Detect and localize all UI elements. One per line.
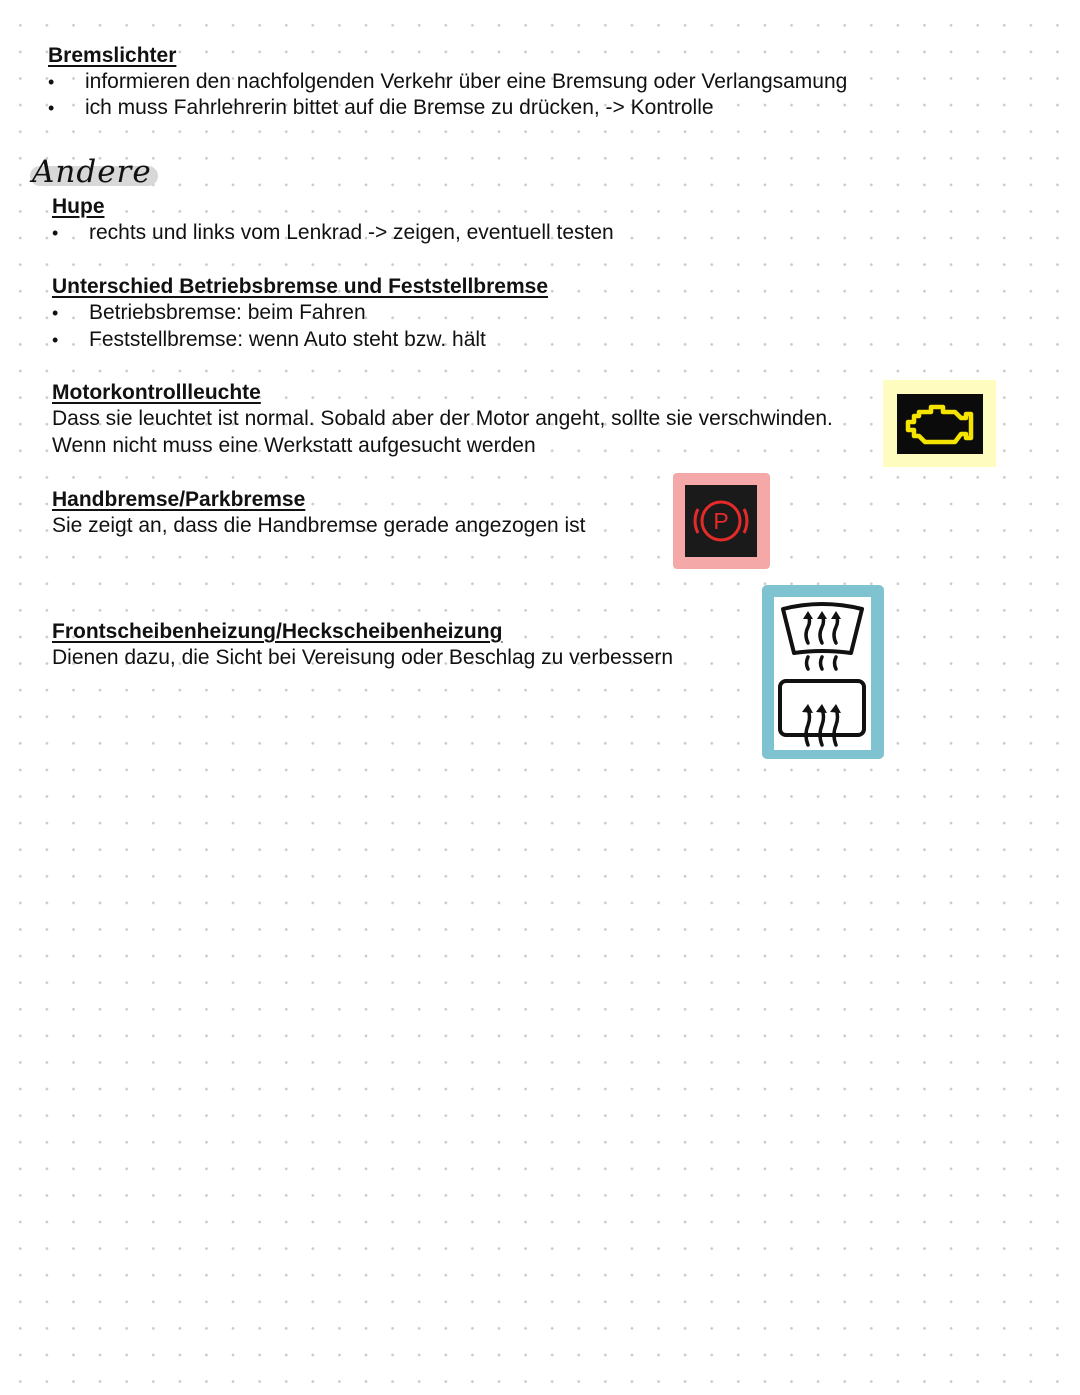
bremsen-bullet-1: Betriebsbremse: beim Fahren — [89, 301, 366, 324]
bremslichter-bullet-1: informieren den nachfolgenden Verkehr über eine Bremsung oder Verlangsamung — [85, 70, 848, 93]
bullet-dot: • — [52, 223, 59, 243]
engine-warning-icon — [883, 380, 996, 467]
rear-defroster-icon — [774, 673, 871, 749]
hupe-bullet-1: rechts und links vom Lenkrad -> zeigen, eventuell testen — [89, 221, 614, 244]
bremslichter-bullet-2: ich muss Fahrlehrerin bittet auf die Bremse zu drücken, -> Kontrolle — [85, 96, 714, 119]
defroster-icons — [762, 585, 884, 759]
parking-brake-icon — [673, 473, 770, 569]
motorkontroll-heading: Motorkontrollleuchte — [52, 381, 261, 404]
hupe-heading: Hupe — [52, 195, 105, 218]
bremslichter-heading: Bremslichter — [48, 44, 177, 67]
motorkontroll-line-2: Wenn nicht muss eine Werkstatt aufgesucht werden — [52, 434, 536, 457]
scheibenheizung-line-1: Dienen dazu, die Sicht bei Vereisung oder Beschlag zu verbessern — [52, 646, 674, 669]
bullet-dot: • — [48, 98, 55, 118]
motorkontroll-line-1: Dass sie leuchtet ist normal. Sobald aber der Motor angeht, sollte sie verschwinden. — [52, 407, 833, 430]
front-defroster-icon — [774, 597, 871, 673]
parking-brake-letter: P — [713, 508, 729, 534]
handbremse-line-1: Sie zeigt an, dass die Handbremse gerade angezogen ist — [52, 514, 586, 537]
bremsen-heading: Unterschied Betriebsbremse und Feststellbremse — [52, 275, 549, 298]
handbremse-heading: Handbremse/Parkbremse — [52, 488, 306, 511]
defroster-icons-panel — [774, 597, 871, 750]
scheibenheizung-heading: Frontscheibenheizung/Heckscheibenheizung — [52, 620, 503, 643]
section-title-andere: Andere — [32, 154, 152, 190]
bullet-dot: • — [48, 72, 55, 92]
bullet-dot: • — [52, 330, 59, 350]
bremsen-bullet-2: Feststellbremse: wenn Auto steht bzw. hält — [89, 328, 486, 351]
bullet-dot: • — [52, 303, 59, 323]
